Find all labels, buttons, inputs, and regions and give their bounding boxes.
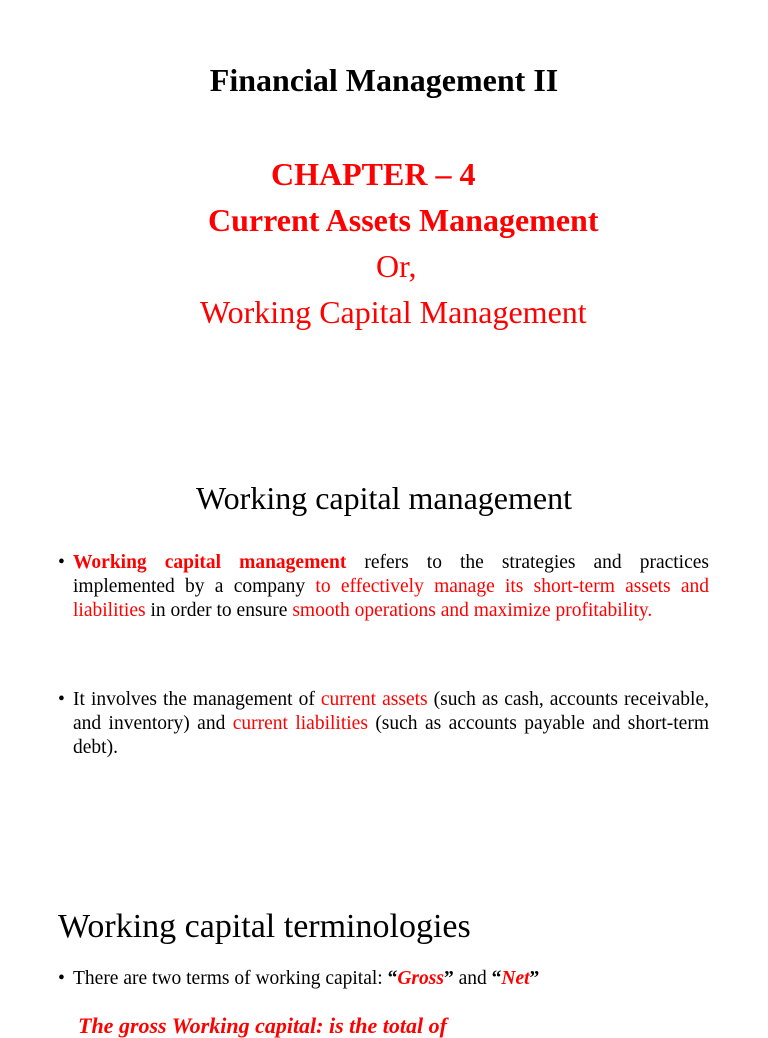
section-heading-terminologies: Working capital terminologies: [58, 908, 471, 945]
text-segment: (such as cash, accounts receivable, and inventory) and: [73, 689, 709, 734]
text-segment: and: [453, 968, 492, 989]
text-highlight: smooth operations and maximize profitability.: [292, 600, 653, 621]
bullet-icon: •: [58, 689, 65, 710]
bullet-wcm-involves: [58, 688, 709, 760]
section-heading-wcm: Working capital management: [196, 480, 572, 516]
chapter-heading: CHAPTER – 4: [271, 156, 476, 192]
subtitle-or: Or,: [376, 248, 417, 284]
slide-title: Financial Management II: [209, 62, 559, 98]
bullet-wcm-definition: [58, 551, 709, 623]
term-highlight: Working capital management: [73, 552, 347, 573]
text-highlight: current assets: [320, 689, 428, 710]
text-segment: (such as accounts payable and short-term debt).: [73, 713, 710, 758]
chapter-alt-subtitle: Working Capital Management: [200, 294, 587, 330]
bullet-icon: •: [58, 552, 65, 573]
quote-mark: ”: [529, 968, 540, 989]
bullet-two-terms: [58, 967, 709, 991]
text-highlight: to effectively manage its short-term assets and liabilities: [73, 576, 710, 621]
term-net: Net: [501, 968, 530, 989]
bullet-text: [73, 967, 709, 991]
bullet-icon: •: [58, 968, 65, 989]
text-segment: It involves the management of: [73, 689, 321, 710]
quote-mark: ”: [443, 968, 454, 989]
bullet-text: [73, 688, 709, 760]
chapter-subtitle: Current Assets Management: [208, 202, 599, 238]
text-segment: in order to ensure: [145, 600, 293, 621]
term-gross: Gross: [397, 968, 444, 989]
text-segment: There are two terms of working capital:: [73, 968, 388, 989]
quote-mark: “: [387, 968, 398, 989]
quote-mark: “: [491, 968, 502, 989]
text-highlight: current liabilities: [232, 713, 368, 734]
bullet-text: [73, 551, 709, 623]
cut-off-line: The gross Working capital: is the total of: [78, 1014, 447, 1038]
text-segment: refers to the strategies and practices implemented by a company: [73, 552, 710, 597]
